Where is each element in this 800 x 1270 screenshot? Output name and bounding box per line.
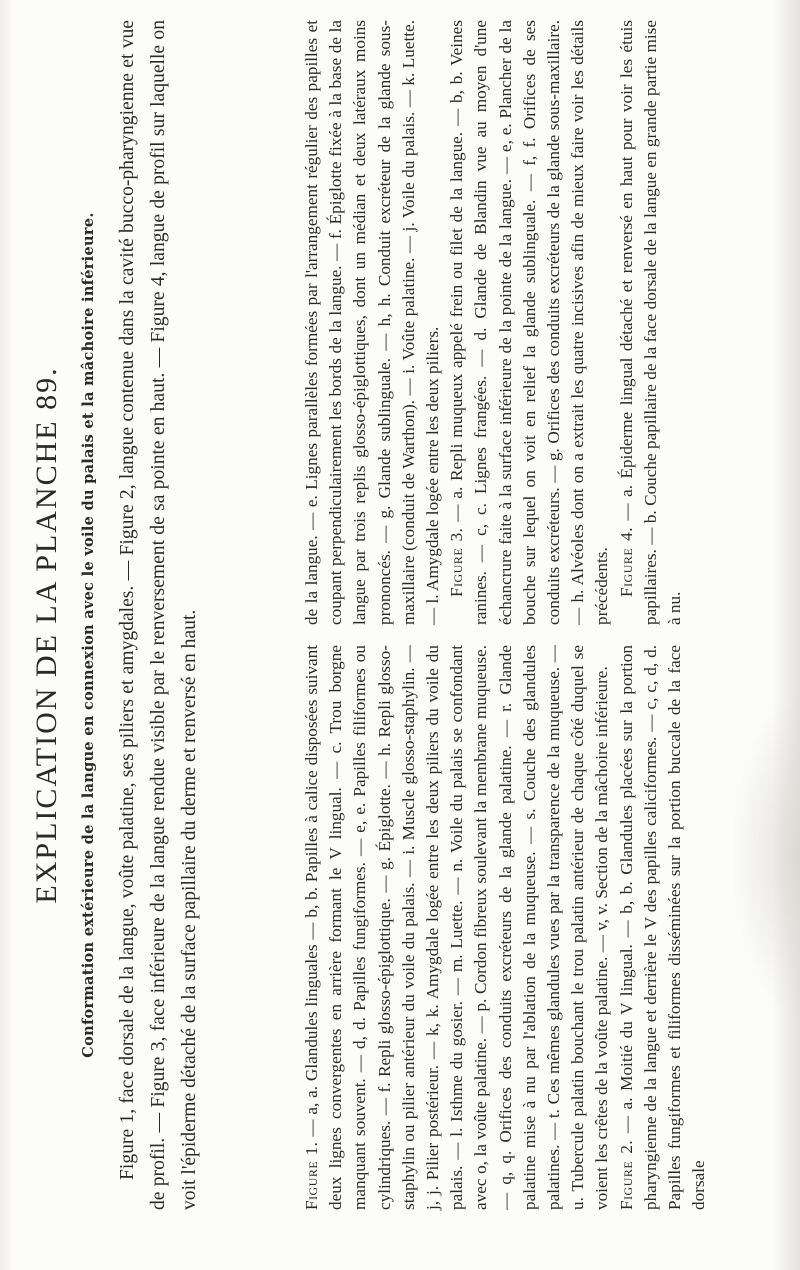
figure-2-continuation: de la langue. — e. Lignes parallèles formées par l'arrangement régulier des papilles et coupant perpendiculairement les bords de la langue. — f. Épiglotte fixée à la base de la langue par trois replis glosso-épiglottiques, dont un médian et deux latéraux moins prononcés. — g. Glande sublinguale. — h, h. Conduit excréteur de la glande sous-maxillaire (conduit de Warthon). — i. Voûte palatine. — j. Voile du palais. — k. Luette. — l. Amygdale logée entre les deux piliers. [302, 20, 443, 625]
figure-2-label: Figure 2. [616, 1139, 636, 1210]
figure-2-text: — a. Moitié du V lingual. — b, b. Glandules placées sur la portion pharyngienne de la langue et derrière le V des papilles caliciformes. — c, c, d, d. Papilles fungiformes et filiformes disséminées sur la portion buccale de la face dorsale [616, 645, 709, 1210]
figure-1-text: — a, a. Glandules linguales — b, b. Papilles à calice disposées suivant deux lignes convergentes en arrière formant le V lingual. — c. Trou borgne manquant souvent. — d, d. Papilles fungiformes. — e, e. Papilles filiformes ou cylindriques. — f. Repli glosso-épiglottique. — g. Épiglotte. — h. Repli glosso-staphylin ou pilier antérieur du voile du palais. — i. Muscle glosso-staphylin. — j, j. Pilier postérieur. — k, k. Amygdale logée entre les deux piliers du voile du palais. — l. Isthme du gosier. — m. Luette. — n. Voile du palais se confondant avec o, la voûte palatine. — p. Cordon fibreux soulevant la membrane muqueuse. — q, q. Orifices des conduits excréteurs de la glande palatine. — r. Glande palatine mise à nu par l'ablation de la muqueuse. — s. Couche des glandules palatines. — t. Ces mêmes glandules vues par la transparence de la muqueuse. — u. Tubercule palatin bouchant le trou palatin antérieur de chaque côté duquel se voient les crêtes de la voûte palatine. — v, v. Section de la mâchoire inférieure. [302, 645, 612, 1210]
figure-1-label: Figure 1. [302, 1141, 321, 1210]
figure-4-label: Figure 4. [616, 526, 636, 597]
figure-3-text: — a. Repli muqueux appelé frein ou filet de la langue. — b, b. Veines ranines. — c, c. Lignes frangées. — d. Glande de Blandin vue au moyen d'une échancrure faite à la surface inférieure de la pointe de la langue. — e, e. Plancher de la bouche sur lequel on voit en relief la glande sublinguale. — f, f. Orifices de ses conduits excréteurs. — g. Orifices des conduits excréteurs de la glande sous-maxillaire. — h. Alvéoles dont on a extrait les quatre incisives afin de mieux faire voir les détails précédents. [447, 20, 612, 625]
figure-3-paragraph [445, 20, 614, 625]
page-subtitle: Conformation extérieure de la langue en connexion avec le voile du palais et la mâchoire inférieure. [80, 212, 97, 1058]
left-column [300, 645, 711, 1210]
page-edge-shadow-left [0, 0, 14, 1270]
figure-1-paragraph [300, 645, 615, 1210]
figure-3-label: Figure 3. [447, 527, 467, 597]
rotated-page-content [20, 20, 780, 1250]
figure-4-text: — a. Épiderme lingual détaché et renversé en haut pour voir les étuis papillaires. — b. Couche papillaire de la face dorsale de la langue en grande partie mise à nu. [616, 20, 685, 625]
figure-2-paragraph [615, 645, 712, 1210]
page-title: EXPLICATION DE LA PLANCHE 89. [30, 366, 63, 904]
figure-4-paragraph [615, 20, 688, 625]
intro-paragraph: Figure 1, face dorsale de la langue, voûte palatine, ses piliers et amygdales. — Figure 2, langue contenue dans la cavité bucco-pharyngienne et vue de profil. — Figure 3, face inférieure de la langue rendue visible par le renversement de sa pointe en haut. — Figure 4, langue de profil sur laquelle on voit l'épiderme détaché de la surface papillaire du derme et renversé en haut. [117, 20, 200, 1210]
right-column [300, 20, 687, 625]
